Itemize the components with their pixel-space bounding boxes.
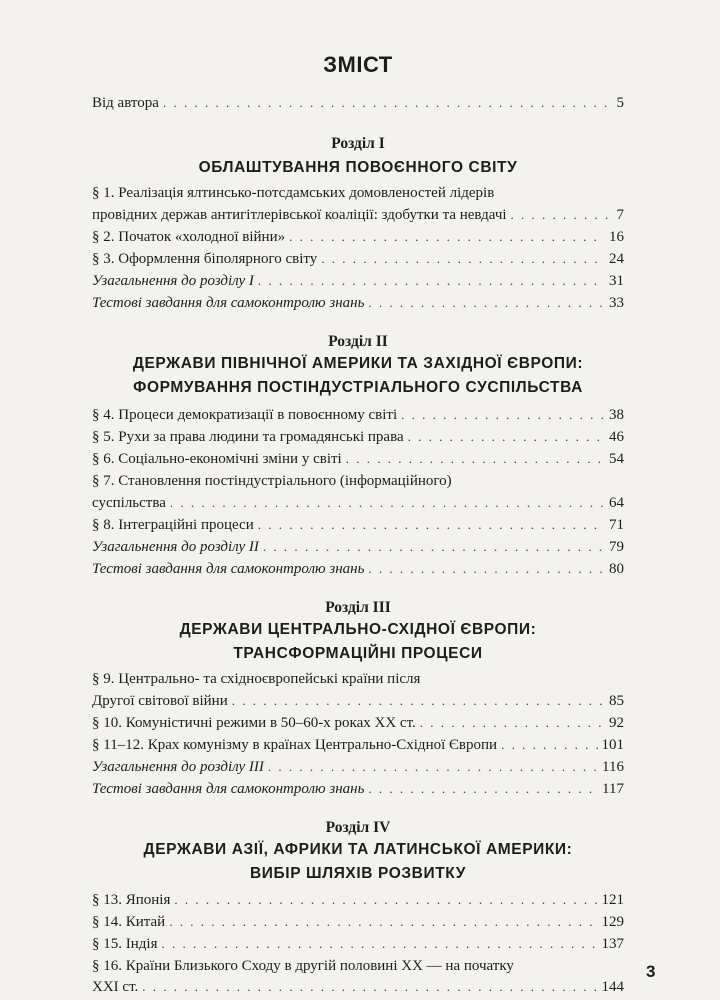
dot-leader [170,492,605,514]
entry-label: Узагальнення до розділу ІІІ [92,759,264,775]
dot-leader [258,270,605,292]
entry-page: 5 [616,95,624,111]
dot-leader [268,756,598,778]
entry-page: 7 [616,207,624,223]
toc-entry[interactable] [92,248,624,270]
section-title: ДЕРЖАВИ ЦЕНТРАЛЬНО-СХІДНОЇ ЄВРОПИ: [179,621,537,638]
entry-label: ХХІ ст. [92,979,139,995]
entry-label: § 8. Інтеграційні процеси [92,517,254,533]
entry-label: § 13. Японія [92,892,171,908]
entry-label: § 14. Китай [92,914,166,930]
section-label: Розділ IV [325,819,391,836]
dot-leader [346,448,605,470]
dot-leader [232,690,605,712]
dot-leader [511,204,613,226]
toc-entry[interactable] [92,712,624,734]
entry-page: 64 [609,495,624,511]
toc-entry[interactable] [92,292,624,314]
toc-entry[interactable] [92,404,624,426]
dot-leader [368,292,605,314]
entry-label: § 6. Соціально-економічні зміни у світі [92,451,342,467]
toc-entry[interactable] [92,558,624,580]
entry-label: § 3. Оформлення біполярного світу [92,251,318,267]
entry-first-line: § 9. Центрально- та східноєвропейські країни після [92,671,421,687]
dot-leader [174,889,597,911]
toc-entry[interactable] [92,690,624,712]
entry-page: 85 [609,693,624,709]
toc-entry[interactable] [92,204,624,226]
dot-leader [501,734,597,756]
toc-entry[interactable] [92,514,624,536]
entry-page: 46 [609,429,624,445]
dot-leader [263,536,605,558]
entry-label: § 10. Комуністичні режими в 50–60-х роках ХХ ст. [92,715,416,731]
dot-leader [169,911,597,933]
entry-page: 121 [601,892,624,908]
section-title: ТРАНСФОРМАЦІЙНІ ПРОЦЕСИ [233,645,483,662]
entry-label: Узагальнення до розділу І [92,273,254,289]
toc-entry[interactable] [92,889,624,911]
toc-entry[interactable] [92,492,624,514]
entry-page: 137 [601,936,624,952]
entry-page: 79 [609,539,624,555]
dot-leader [401,404,605,426]
entry-page: 54 [609,451,624,467]
toc-entry[interactable] [92,426,624,448]
entry-page: 38 [609,407,624,423]
entry-page: 116 [602,759,624,775]
entry-page: 144 [601,979,624,995]
section-label: Розділ ІІ [328,333,388,350]
dot-leader [368,558,605,580]
entry-page: 129 [601,914,624,930]
entry-label: суспільства [92,495,166,511]
dot-leader [161,933,597,955]
dot-leader [420,712,605,734]
entry-label: § 5. Рухи за права людини та громадянські права [92,429,404,445]
section-title: ВИБІР ШЛЯХІВ РОЗВИТКУ [250,865,466,882]
entry-page: 71 [609,517,624,533]
entry-label: Від автора [92,95,159,111]
toc-entry-intro[interactable] [92,92,624,114]
toc-entry[interactable] [92,911,624,933]
entry-label: Узагальнення до розділу ІІ [92,539,259,555]
entry-page: 31 [609,273,624,289]
toc-entry[interactable] [92,756,624,778]
section-title: ФОРМУВАННЯ ПОСТІНДУСТРІАЛЬНОГО СУСПІЛЬСТВА [133,379,583,396]
toc-entry[interactable] [92,976,624,998]
entry-page: 24 [609,251,624,267]
toc-entry[interactable] [92,226,624,248]
entry-label: § 11–12. Крах комунізму в країнах Центрально-Східної Європи [92,737,498,753]
entry-label: провідних держав антигітлерівської коаліції: здобутки та невдачі [92,207,507,223]
section-title: ДЕРЖАВИ АЗІЇ, АФРИКИ ТА ЛАТИНСЬКОЇ АМЕРИКИ: [143,841,573,858]
section-label: Розділ І [331,135,385,152]
toc-entry[interactable] [92,778,624,800]
entry-page: 16 [609,229,624,245]
entry-first-line: § 16. Країни Близького Сходу в другій половині ХХ — на початку [92,958,514,974]
entry-label: Тестові завдання для самоконтролю знань [92,295,365,311]
toc-entry[interactable] [92,448,624,470]
toc-entry[interactable] [92,270,624,292]
entry-label: Тестові завдання для самоконтролю знань [92,781,365,797]
entry-first-line: § 1. Реалізація ялтинсько-потсдамських домовленостей лідерів [92,185,495,201]
entry-page: 80 [609,561,624,577]
dot-leader [163,92,613,114]
entry-page: 92 [609,715,624,731]
dot-leader [289,226,605,248]
entry-label: Другої світової війни [92,693,228,709]
entry-label: § 15. Індія [92,936,158,952]
entry-page: 117 [602,781,624,797]
dot-leader [321,248,605,270]
toc-title: ЗМІСТ [323,52,393,77]
toc-entry[interactable] [92,536,624,558]
dot-leader [408,426,605,448]
entry-page: 101 [601,737,624,753]
dot-leader [142,976,597,998]
entry-label: Тестові завдання для самоконтролю знань [92,561,365,577]
dot-leader [368,778,598,800]
dot-leader [258,514,605,536]
section-title: ОБЛАШТУВАННЯ ПОВОЄННОГО СВІТУ [198,159,518,176]
section-title: ДЕРЖАВИ ПІВНІЧНОЇ АМЕРИКИ ТА ЗАХІДНОЇ ЄВРОПИ: [132,355,584,372]
entry-label: § 2. Початок «холодної війни» [92,229,286,245]
entry-page: 33 [609,295,624,311]
page-number: 3 [646,962,656,981]
section-label: Розділ ІІІ [325,599,391,616]
entry-label: § 4. Процеси демократизації в повоєнному світі [92,407,398,423]
toc-entry[interactable] [92,933,624,955]
entry-first-line: § 7. Становлення постіндустріального (інформаційного) [92,473,452,489]
toc-entry[interactable] [92,734,624,756]
